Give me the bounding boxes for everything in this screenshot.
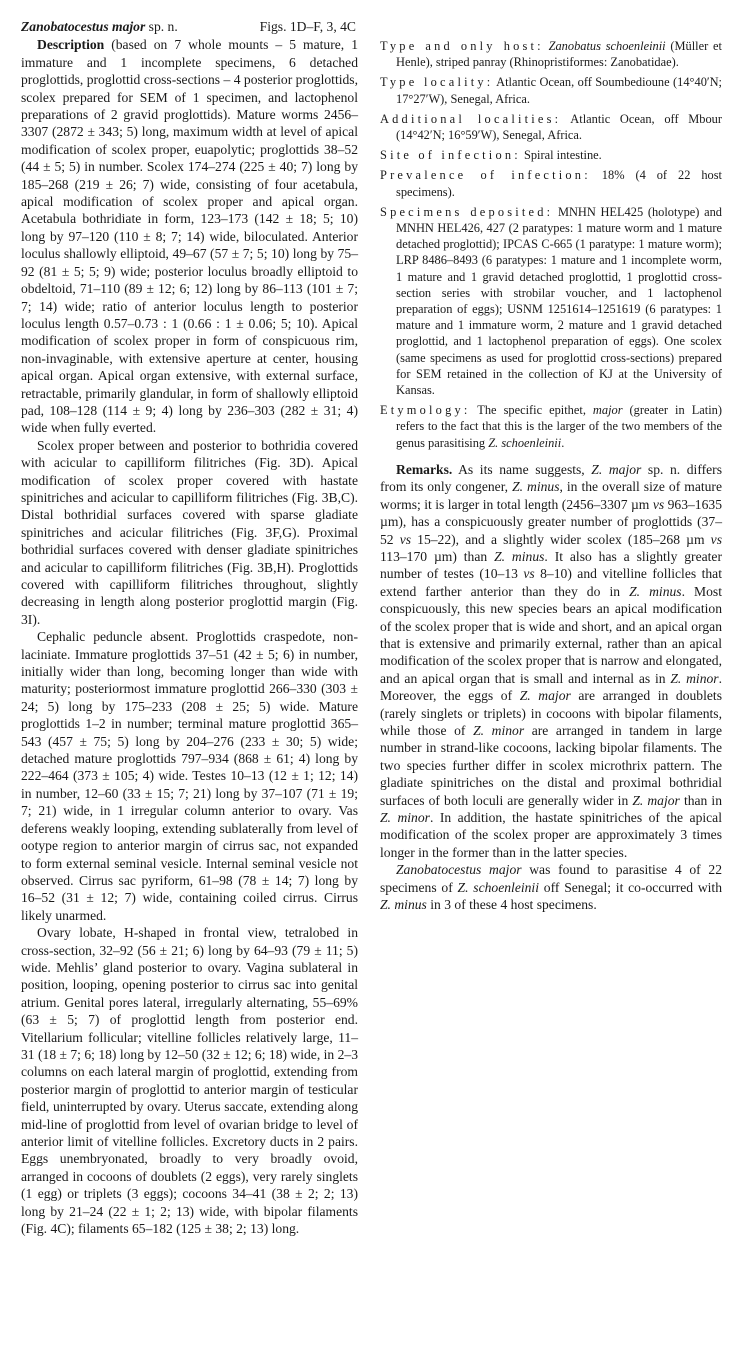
text-run: are arranged in tandem in large number in strand-like cocoons, lacking bipolar filaments. The two species further differ in scolex microthrix pattern. The gladiate spinitriches on the distal and proximal bothridial surfaces of both loculi are generally wider in	[380, 722, 722, 808]
species-name: Zanobatocestus major	[21, 19, 146, 34]
text-run: 113–170 µm) than	[380, 548, 495, 564]
species-italic: Z. minor	[670, 670, 719, 686]
entry-label: Type locality:	[380, 75, 494, 90]
versus-italic: vs	[523, 566, 535, 582]
text-run: off Senegal; it co-occurred with	[539, 879, 723, 895]
entry-text: The specific epithet,	[470, 403, 593, 418]
species-italic: Z. minus	[512, 479, 560, 495]
microthrix-paragraph: Scolex proper between and posterior to bothridia covered with acicular to capilliform filitriches (Fig. 3D). Apical modification of scolex proper covered with hastate spinitriches and acicular to capilliform filitriches (Fig. 3B,C). Distal bothridial surfaces covered with sparse gladiate spinitriches and acicular filitriches (Fig. 3F,G). Proximal bothridial surfaces covered with denser gladiate spinitriches and acicular to capilliform filitriches (Fig. 3B,H). Proglottids covered with capilliform filitriches throughout, slightly decreasing in length along posterior proglottid margin (Fig. 3I).	[21, 437, 358, 627]
prevalence-entry	[380, 167, 722, 199]
text-run: . It also has a slightly greater number of testes (10–13	[380, 548, 722, 582]
remarks-paragraph	[380, 461, 722, 861]
entry-text: .	[561, 435, 565, 450]
entry-label: Type and only host:	[380, 39, 544, 53]
occurrence-paragraph	[380, 861, 722, 913]
species-italic: Z. major	[591, 461, 642, 477]
versus-italic: vs	[399, 531, 412, 547]
text-run: . In addition, the hastate spinitriches of the apical modification of the scolex proper are approximately 3 times longer in the former than in the latter species.	[380, 810, 722, 860]
right-column	[380, 38, 722, 913]
specimens-deposited-entry	[380, 204, 722, 398]
text-run: 8–10) and vitelline follicles that extend farther anterior than they do in	[380, 566, 722, 599]
ovary-paragraph: Ovary lobate, H-shaped in frontal view, tetralobed in cross-section, 32–92 (56 ± 21; 6) long by 64–93 (79 ± 11; 5) wide. Mehlis’ gland posterior to ovary. Vagina sublateral in position, looping, opening posterior to cirrus sac into genital atrium. Genital pores lateral, irregularly alternating, 55–69% (63 ± 5; 7) of proglottid length from posterior end. Vitellarium follicular; vitelline follicles relatively large, 11–31 (18 ± 7; 6; 18) long by 12–50 (32 ± 12; 6; 18) wide, in 2–3 columns on each lateral margin of proglottid, extending from posterior margin of proglottid to anterior margin of testicular field, uninterrupted by ovary. Uterus saccate, extending along mid-line of proglottid from level of ovarian bridge to level of anterior limit of vitelline follicles. Excretory ducts in 2 pairs. Eggs unembryonated, broadly to very broadly ovoid, arranged in cocoons of doublets (2 eggs), very rarely singlets (1 egg) or triplets (3 eggs); cocoons 34–41 (38 ± 2; 2; 13) long by 21–24 (22 ± 1; 2; 13) wide, with bipolar filaments (Fig. 4C); filaments 65–182 (125 ± 38; 2; 13) long.	[21, 925, 358, 1237]
entry-text: Spiral intestine.	[520, 148, 602, 163]
entry-text: (greater in Latin) refers to the fact that this is the larger of the two members of the genus parasitising	[396, 403, 722, 450]
site-of-infection-entry	[380, 147, 722, 163]
description-heading: Description	[37, 37, 105, 53]
species-italic: Z. minor	[473, 722, 525, 738]
entry-label: Additional localities:	[380, 111, 562, 126]
entry-label: Prevalence of infection:	[380, 168, 591, 183]
left-column	[21, 18, 358, 1237]
host-species: Z. schoenleinii	[488, 435, 562, 450]
entry-text: 18% (4 of 22 host specimens).	[396, 168, 723, 199]
remarks-heading: Remarks.	[396, 461, 453, 477]
entry-text: Atlantic Ocean, off Soumbedioune (14°40′N; 17°27′W), Senegal, Africa.	[396, 75, 723, 106]
entry-label: Specimens deposited:	[380, 204, 554, 219]
entry-label: Site of infection:	[380, 148, 521, 163]
species-italic: Z. major	[519, 688, 571, 704]
entry-label: Etymology:	[380, 403, 471, 418]
species-suffix: sp. n.	[145, 19, 178, 34]
text-run: , in the overall size of mature worms; it is larger in total length (2456–3307 µm	[380, 479, 722, 512]
etymology-entry	[380, 402, 722, 451]
entry-text: (Müller et Henle), striped panray (Rhinopristiformes: Zanobatidae).	[396, 39, 722, 70]
versus-italic: vs	[652, 496, 665, 512]
figure-reference: Figs. 1D–F, 3, 4C	[259, 19, 356, 34]
proglottid-paragraph: Cephalic peduncle absent. Proglottids craspedote, non-laciniate. Immature proglottids 37–51 (42 ± 5; 6) in number, initially wider than long, becoming longer than wide with maturity; posteriormost immature proglottid 266–330 (303 ± 24; 5) long by 175–233 (208 ± 25; 5) wide. Mature proglottids 1–2 in number; terminal mature proglottid 365–543 (457 ± 75; 5) long by 204–276 (233 ± 30; 5) wide; detached mature proglottids 797–934 (868 ± 61; 4) long by 222–464 (373 ± 105; 4) wide. Testes 10–13 (12 ± 1; 12; 14) in number, 12–60 (33 ± 15; 7; 21) long by 37–107 (71 ± 19; 7; 21) wide, in 1 irregular column anterior to ovary. Vas deferens weakly looping, extending sublaterally from level of ootype region to anterior margin of cirrus sac, not expanded to form external seminal vesicle. Internal seminal vesicle not observed. Cirrus sac pyriform, 61–98 (78 ± 14; 7) long by 16–52 (31 ± 12; 7) wide, containing coiled cirrus. Cirrus likely unarmed.	[21, 629, 358, 923]
entry-text: MNHN HEL425 (holotype) and MNHN HEL426, 427 (2 paratypes: 1 mature worm and 1 mature detached proglottid); IPCAS C-665 (1 paratype: 1 mature worm); LRP 8486–8493 (6 paratypes: 1 mature and 1 incomplete worm, 1 mature and 1 gravid detached proglottid, 1 proglottid cross-section series with strobilar voucher, and 1 lactophenol preparation of eggs); USNM 1251614–1251619 (6 paratypes: 1 mature and 1 immature worm, 2 mature and 1 gravid detached proglottid, and 1 lactophenol preparation of eggs). One scolex (same specimens as used for proglottid cross-sections) prepared for SEM retained in the collection of KJ at the University of Kansas.	[396, 204, 722, 398]
species-italic: Z. major	[632, 792, 680, 808]
species-italic: Z. schoenleinii	[457, 879, 539, 895]
text-run: 15–22), and a slightly wider scolex (185–268 µm	[411, 531, 711, 547]
text-run: in 3 of these 4 host specimens.	[426, 897, 597, 913]
description-text: (based on 7 whole mounts – 5 mature, 1 immature and 1 incomplete specimens, 6 detached proglottids, proglottid cross-sections – 4 posterior proglottids, scolex prepared for SEM of 1 specimen, and lactophenol preparations of 2 gravid proglottids). Mature worms 2456–3307 (2872 ± 343; 5) long, maximum width at level of apical modification of scolex proper, euapolytic; proglottids 38–52 (44 ± 5; 5) in number. Scolex 174–274 (225 ± 40; 7) long by 185–268 (219 ± 26; 7) wide, consisting of four acetabula, apical modification of scolex proper and apical organ. Acetabula bothridiate in form, 123–173 (142 ± 18; 5; 10) long by 97–120 (110 ± 8; 7; 14) wide, biloculated. Anterior loculus shallowly elliptoid, 49–67 (57 ± 7; 5; 10) long by 75–92 (81 ± 5; 5; 9) wide; posterior loculus broadly elliptoid to obdeltoid, 71–110 (89 ± 12; 6; 12) long by 86–113 (101 ± 7; 7; 14) wide; ratio of anterior loculus length to posterior loculus length 0.57–0.73 : 1 (0.66 : 1 ± 0.06; 5; 10). Apical modification of scolex proper in form of conspicuous rim, non-invaginable, with extensive aperture at center, housing apical organ. Apical organ extensive, with external surface, retractable, primarily glandular, in form of shallowly elliptoid pad, 108–128 (114 ± 9; 4) long by 236–303 (282 ± 31; 4) wide when fully everted.	[21, 37, 358, 436]
species-italic: Z. minor	[380, 810, 430, 825]
text-run: 963–1635 µm), has a conspicuously greater number of proglottids (37–52	[380, 496, 722, 547]
text-run: than in	[679, 792, 723, 808]
text-run: . Most conspicuously, this new species bears an apical modification of the scolex proper that is wide and short, and an apical organ that is extensive and primarily external, rather than an apical modification of the scolex proper that is narrow and elongated, and an apical organ that is small and internal as in	[380, 583, 723, 686]
type-host-entry	[380, 38, 722, 70]
species-italic: Z. minus	[380, 897, 427, 913]
type-locality-entry	[380, 74, 722, 106]
epithet: major	[592, 403, 623, 418]
species-italic: Zanobatocestus major	[396, 862, 522, 878]
description-paragraph	[21, 36, 358, 436]
species-heading	[21, 18, 358, 35]
species-italic: Z. minus	[494, 548, 545, 564]
versus-italic: vs	[710, 531, 722, 547]
species-italic: Z. minus	[629, 583, 682, 599]
text-run: was found to parasitise 4 of 22 specimens of	[380, 862, 722, 895]
host-species: Zanobatus schoenleinii	[548, 39, 666, 53]
species-title	[21, 18, 178, 35]
text-run: As its name suggests,	[452, 461, 592, 477]
text-run: are arranged in doublets (rarely singlets or triplets) in cocoons with bipolar filaments, while those of	[380, 688, 722, 738]
text-run: sp. n. differs from its only congener,	[380, 461, 722, 495]
additional-localities-entry	[380, 111, 722, 143]
entry-text: Atlantic Ocean, off Mbour (14°42′N; 16°59′W), Senegal, Africa.	[396, 111, 723, 143]
text-run: . Moreover, the eggs of	[380, 670, 722, 704]
